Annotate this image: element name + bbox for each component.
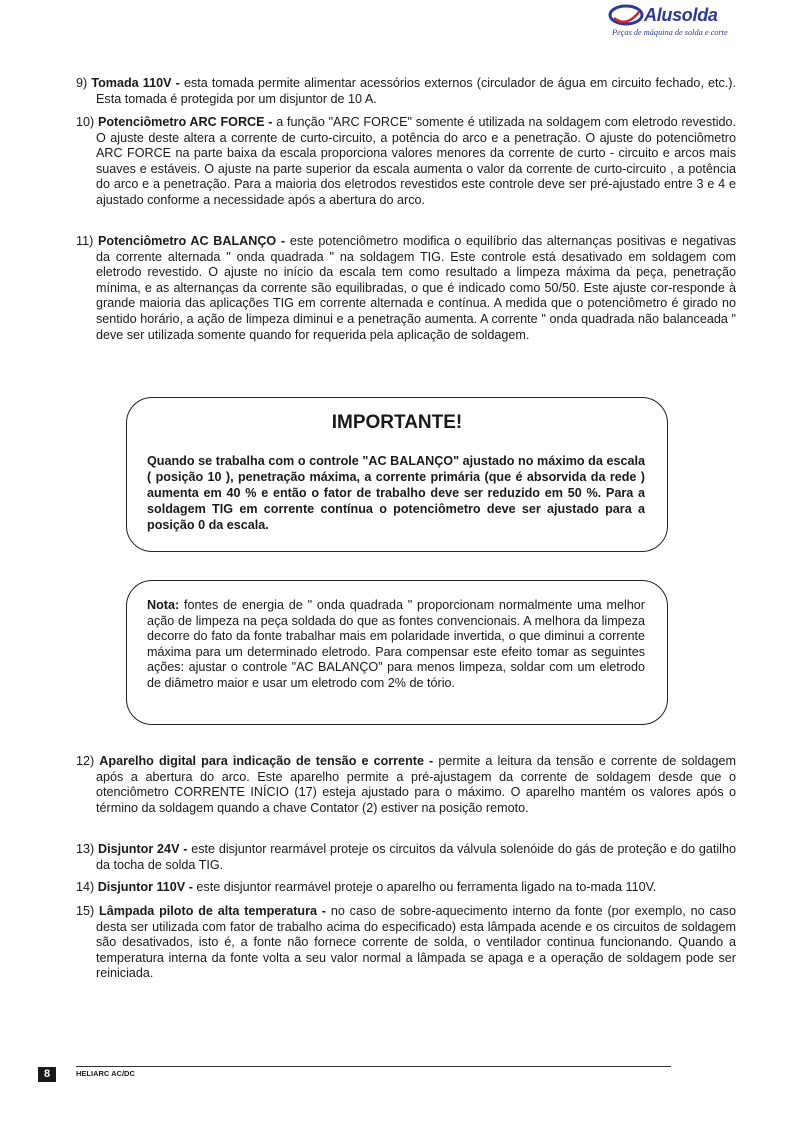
item-separator: - (317, 904, 331, 918)
item-label: Lâmpada piloto de alta temperatura (99, 904, 317, 918)
brand-logo (604, 2, 728, 42)
item-text: este disjuntor rearmável proteje o aparelho ou ferramenta ligado na to-mada 110V. (196, 880, 657, 894)
note-box (126, 580, 668, 725)
item-number: 15) (76, 904, 95, 918)
important-title: IMPORTANTE! (331, 412, 463, 433)
item-separator: - (185, 880, 197, 894)
item-number: 9) (76, 76, 88, 90)
item-number: 10) (76, 115, 95, 129)
alusolda-logo-icon (608, 4, 644, 26)
item-separator: - (179, 842, 192, 856)
page-number: 8 (38, 1067, 56, 1082)
note-text-block (147, 598, 645, 692)
item-text: no caso de sobre-aquecimento interno da fonte (por exemplo, no caso desta ser utilizada com fator de trabalho acima do especificado) esta lâmpada acende e os circuitos de soldagem são desativados, isto é, a fonte não fornece corrente de solda, o ventilador continua funcionando. Quando a temperatura interna da fonte volta a seu valor normal a lâmpada se apaga e a operação de soldagem pode ser reiniciada. (96, 904, 736, 981)
footer-divider (76, 1066, 671, 1067)
item-text: permite a leitura da tensão e corrente de soldagem após a abertura do arco. Este aparelho permite a pré-ajustagem da corrente de soldagem desde que o otenciômetro CORRENTE INÍCIO (17) esteja ajustado para o máximo. O aparelho mantém os valores após o término da soldagem quando a chave Contator (2) estiver na posição remoto. (96, 754, 736, 815)
list-item-14 (76, 880, 736, 896)
item-text: este disjuntor rearmável proteje os circuitos da válvula solenóide do gás de proteção e do gatilho da tocha de solda TIG. (96, 842, 736, 872)
important-box (126, 397, 668, 552)
list-item-13 (76, 842, 736, 873)
item-separator: - (264, 115, 277, 129)
item-label: Disjuntor 110V (97, 880, 186, 894)
list-item-15 (76, 904, 736, 982)
item-label: Aparelho digital para indicação de tensão e corrente (99, 754, 424, 768)
item-label: Tomada 110V (91, 76, 172, 90)
list-item-10 (76, 115, 736, 209)
item-number: 13) (76, 842, 95, 856)
brand-tagline: Peças de máquina de solda e corte (612, 28, 728, 37)
note-label: Nota: (147, 598, 180, 612)
item-separator: - (276, 234, 290, 248)
important-text: Quando se trabalha com o controle "AC BALANÇO" ajustado no máximo da escala ( posição 10 ), penetração máxima, a corrente primária (que é absorvida da rede ) aumenta em 40 % e então o fator de trabalho deve ser reduzido em 50 %. Para a soldagem TIG em corrente contínua o potenciômetro deve ser ajustado para a posição 0 da escala. (147, 454, 645, 532)
item-number: 12) (76, 754, 95, 768)
item-number: 14) (76, 880, 95, 894)
item-number: 11) (76, 234, 94, 248)
list-item-11 (76, 234, 736, 343)
note-text: fontes de energia de " onda quadrada " proporcionam normalmente uma melhor ação de limpeza na peça soldada do que as fontes convencionais. A melhora da limpeza decorre do fato da fonte trabalhar mais em polaridade invertida, o que diminui a corrente máxima para um determinado eletrodo. Para compensar este efeito tomar as seguintes ações: ajustar o controle "AC BALANÇO" para menos limpeza, soldar com um eletrodo de diâmetro maior e usar um eletrodo com 2% de tório. (147, 598, 645, 690)
item-text: esta tomada permite alimentar acessórios externos (circulador de água em circuito fechado, etc.). Esta tomada é protegida por um disjuntor de 10 A. (96, 76, 736, 106)
item-text: este potenciômetro modifica o equilíbrio das alternanças positivas e negativas da corrente alternada " onda quadrada " na soldagem TIG. Este controle está desativado em soldagem com eletrodo revestido. O ajuste no início da escala tem como resultado a limpeza máxima da peça, penetração mínima, e as alternanças da corrente são equilibradas, o que é indicado como 50/50. Este ajuste cor-responde à grande maioria das aplicações TIG em corrente alternada e contínua. A medida que o potenciômetro é girado no sentido horário, a ação de limpeza diminui e a penetração aumenta. A corrente " onda quadrada não balanceada " deve ser utilizada somente quando for requerida pela aplicação de soldagem. (96, 234, 737, 342)
list-item-9 (76, 76, 736, 107)
list-item-12 (76, 754, 736, 816)
item-label: Disjuntor 24V (98, 842, 180, 856)
item-text: a função "ARC FORCE" somente é utilizada na soldagem com eletrodo revestido. O ajuste deste altera a corrente de curto-circuito, a potência do arco e a penetração. O ajuste do potenciômetro ARC FORCE na parte baixa da escala proporciona valores menores da corrente de curto - circuito e arcos mais suaves e estáveis. O ajuste na parte superior da escala aumenta o valor da corrente de curto-circuito , a potência do arco e a penetração. Para a maioria dos eletrodos revestidos este controle deve ser pré-ajustado entre 3 e 4 e ajustado conforme a necessidade após a abertura do arco. (96, 115, 736, 207)
footer-title: HELIARC AC/DC (76, 1069, 135, 1078)
item-label: Potenciômetro AC BALANÇO (97, 234, 277, 248)
item-separator: - (423, 754, 439, 768)
brand-name: Alusolda (644, 5, 718, 25)
item-separator: - (171, 76, 184, 90)
item-label: Potenciômetro ARC FORCE (97, 115, 265, 129)
